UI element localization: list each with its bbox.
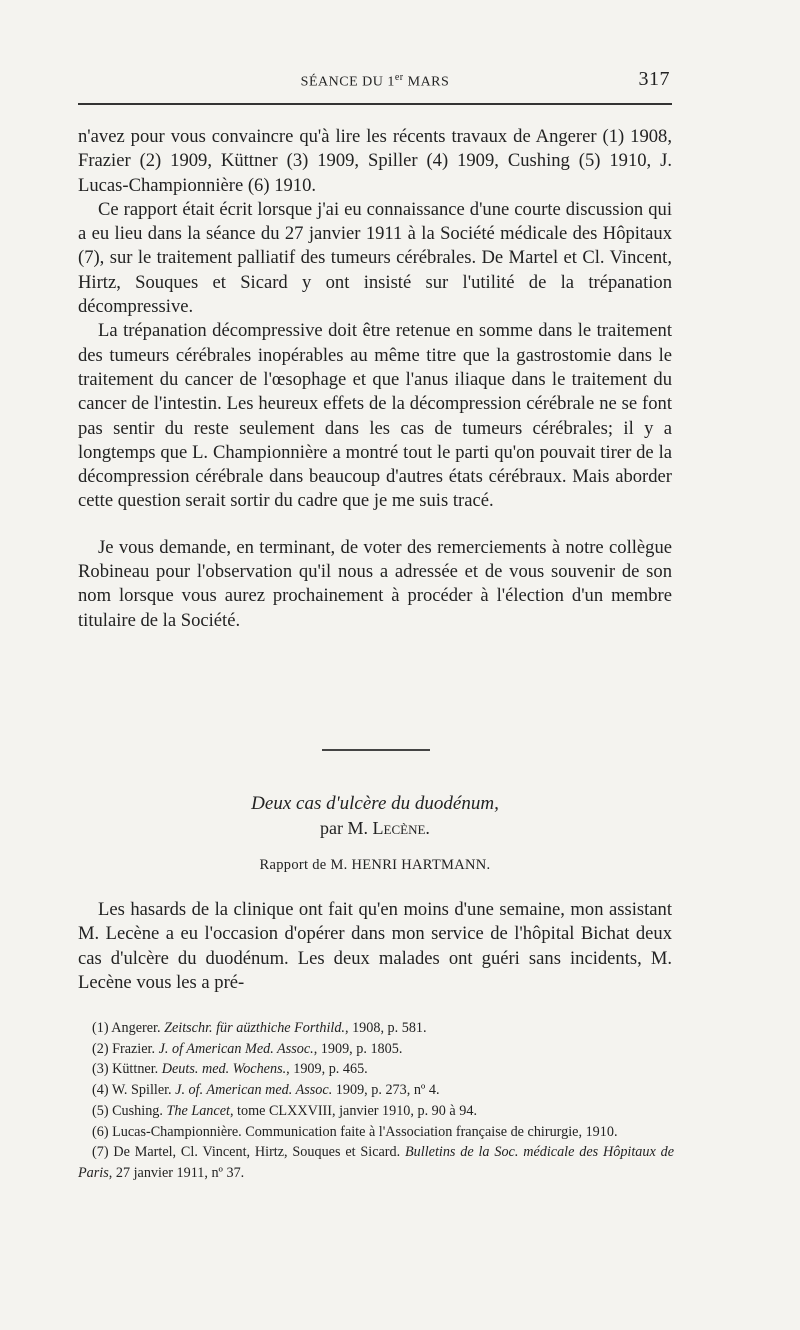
paragraph: Je vous demande, en terminant, de voter des remerciements à notre collègue Robineau pour l'observation qu'il nous a adressée et de vous souvenir de son nom lorsque vous aurez prochainement à procéder à l'élection d'un membre titulaire de la Société. <box>78 536 672 631</box>
footnote: (5) Cushing. The Lancet, tome CLXXVIII, janvier 1910, p. 90 à 94. <box>92 1102 477 1119</box>
report-body <box>78 125 672 633</box>
footnote: (6) Lucas-Championnière. Communication faite à l'Association française de chirurgie, 1910. <box>92 1123 618 1140</box>
article-title: Deux cas d'ulcère du duodénum, <box>251 793 499 814</box>
header-rule <box>78 103 672 105</box>
section-separator <box>322 749 430 751</box>
page-number: 317 <box>638 68 670 90</box>
article-author: par M. Lecène. <box>320 818 430 838</box>
article-body <box>78 898 672 995</box>
paragraph: La trépanation décompressive doit être retenue en somme dans le traitement des tumeurs cérébrales inopérables au même titre que la gastrostomie dans le traitement du cancer de l'œsophage et que l'anus iliaque dans le traitement du cancer de l'intestin. Les heureux effets de la décompression cérébrale ne se font pas sentir du reste seulement dans les cas de tumeurs cérébrales; il y a longtemps que L. Championnière a montré tout le parti qu'on pouvait tirer de la décompression cérébrale dans beaucoup d'autres états cérébraux. Mais aborder cette question serait sortir du cadre que je me suis tracé. <box>78 320 672 512</box>
footnote: (4) W. Spiller. J. of. American med. Assoc. 1909, p. 273, nº 4. <box>92 1082 440 1099</box>
footnote: (2) Frazier. J. of American Med. Assoc., 1909, p. 1805. <box>92 1040 403 1057</box>
footnotes <box>78 1018 674 1184</box>
running-title: SÉANCE DU 1er MARS <box>300 72 450 90</box>
footnote: (7) De Martel, Cl. Vincent, Hirtz, Souques et Sicard. Bulletins de la Soc. médicale des Hôpitaux de Paris, 27 janvier 1911, nº 37. <box>78 1144 674 1181</box>
footnote: (3) Küttner. Deuts. med. Wochens., 1909, p. 465. <box>92 1061 368 1078</box>
paragraph: Les hasards de la clinique ont fait qu'en moins d'une semaine, mon assistant M. Lecène a eu l'occasion d'opérer dans mon service de l'hôpital Bichat deux cas d'ulcère du duodénum. Les deux malades ont guéri sans incidents, M. Lecène vous les a pré- <box>78 899 672 993</box>
article-report-line: Rapport de M. HENRI HARTMANN. <box>259 857 491 873</box>
page-header <box>78 66 672 94</box>
paragraph: n'avez pour vous convaincre qu'à lire les récents travaux de Angerer (1) 1908, Frazier (2) 1909, Küttner (3) 1909, Spiller (4) 1909, Cushing (5) 1910, J. Lucas-Championnière (6) 1910. <box>78 126 672 196</box>
paragraph: Ce rapport était écrit lorsque j'ai eu connaissance d'une courte discussion qui a eu lieu dans la séance du 27 janvier 1911 à la Société médicale des Hôpitaux (7), sur le traitement palliatif des tumeurs cérébrales. De Martel et Cl. Vincent, Hirtz, Souques et Sicard y ont insisté sur l'utilité de la trépanation décompressive. <box>78 198 672 318</box>
footnote: (1) Angerer. Zeitschr. für aüzthiche Forthild., 1908, p. 581. <box>92 1020 427 1036</box>
